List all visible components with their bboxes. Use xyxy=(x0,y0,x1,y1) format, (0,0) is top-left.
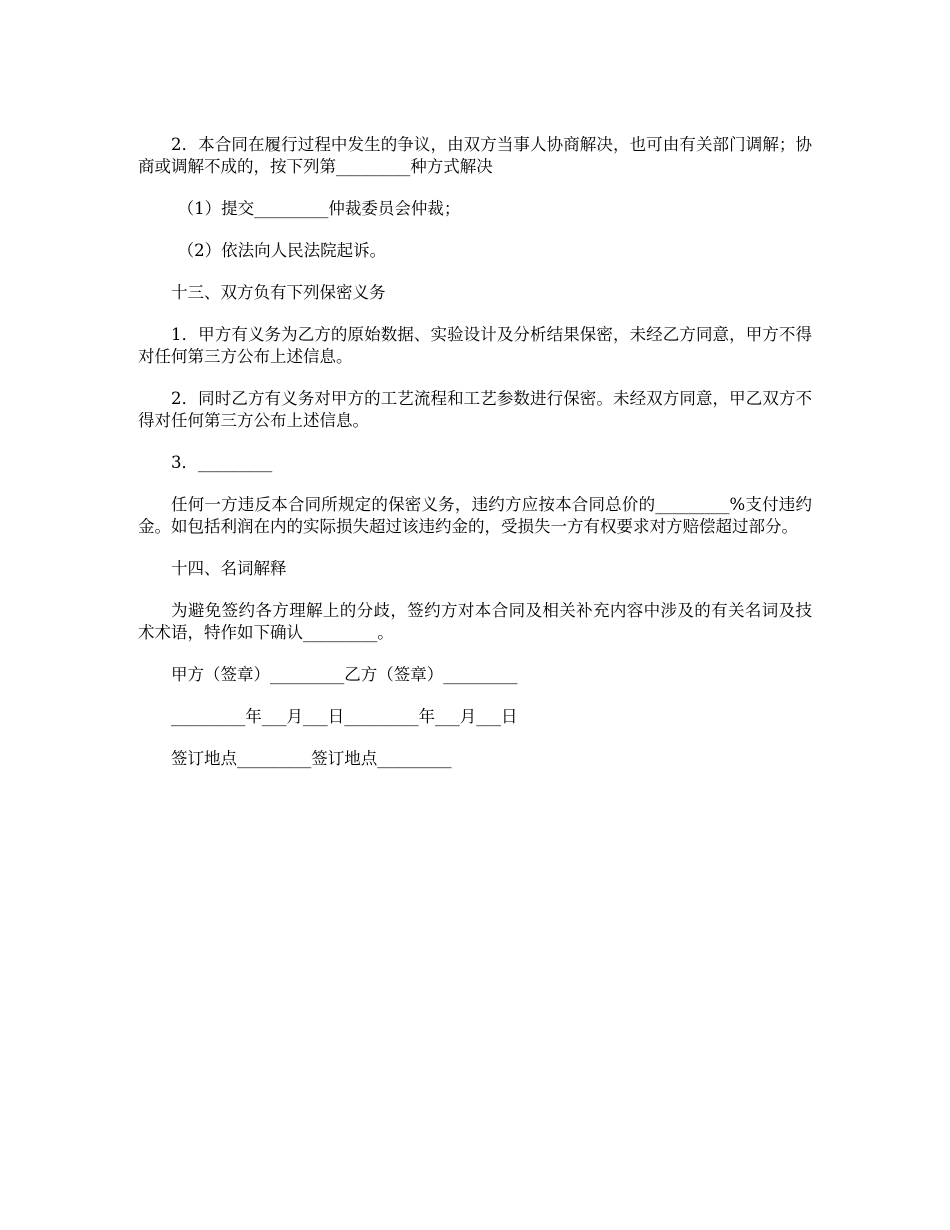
confidentiality-clause-1: 1．甲方有义务为乙方的原始数据、实验设计及分析结果保密，未经乙方同意，甲方不得对任何第三方公布上述信息。 xyxy=(138,325,812,366)
definitions-clause: 为避免签约各方理解上的分歧，签约方对本合同及相关补充内容中涉及的有关名词及技术术语，特作如下确认_________。 xyxy=(138,601,812,642)
dispute-resolution-clause: 2．本合同在履行过程中发生的争议，由双方当事人协商解决，也可由有关部门调解；协商或调解不成的，按下列第_________种方式解决 xyxy=(138,135,812,176)
confidentiality-clause-3: 3．_________ xyxy=(171,453,273,472)
section-heading-confidentiality: 十三、双方负有下列保密义务 xyxy=(171,283,386,302)
arbitration-option: （1）提交_________仲裁委员会仲裁； xyxy=(177,199,461,218)
date-line: _________年___月___日_________年___月___日 xyxy=(171,707,518,726)
confidentiality-clause-2: 2．同时乙方有义务对甲方的工艺流程和工艺参数进行保密。未经双方同意，甲乙双方不得对任何第三方公布上述信息。 xyxy=(138,389,812,430)
contract-body xyxy=(138,134,812,770)
litigation-option: （2）依法向人民法院起诉。 xyxy=(177,241,387,260)
signature-line: 甲方（签章）_________乙方（签章）_________ xyxy=(171,665,518,684)
signing-place-line: 签订地点_________签订地点_________ xyxy=(171,749,452,768)
breach-penalty-clause: 任何一方违反本合同所规定的保密义务，违约方应按本合同总价的_________%支付违约金。如包括利润在内的实际损失超过该违约金的，受损失一方有权要求对方赔偿超过部分。 xyxy=(138,495,812,536)
section-heading-definitions: 十四、名词解释 xyxy=(171,559,287,578)
